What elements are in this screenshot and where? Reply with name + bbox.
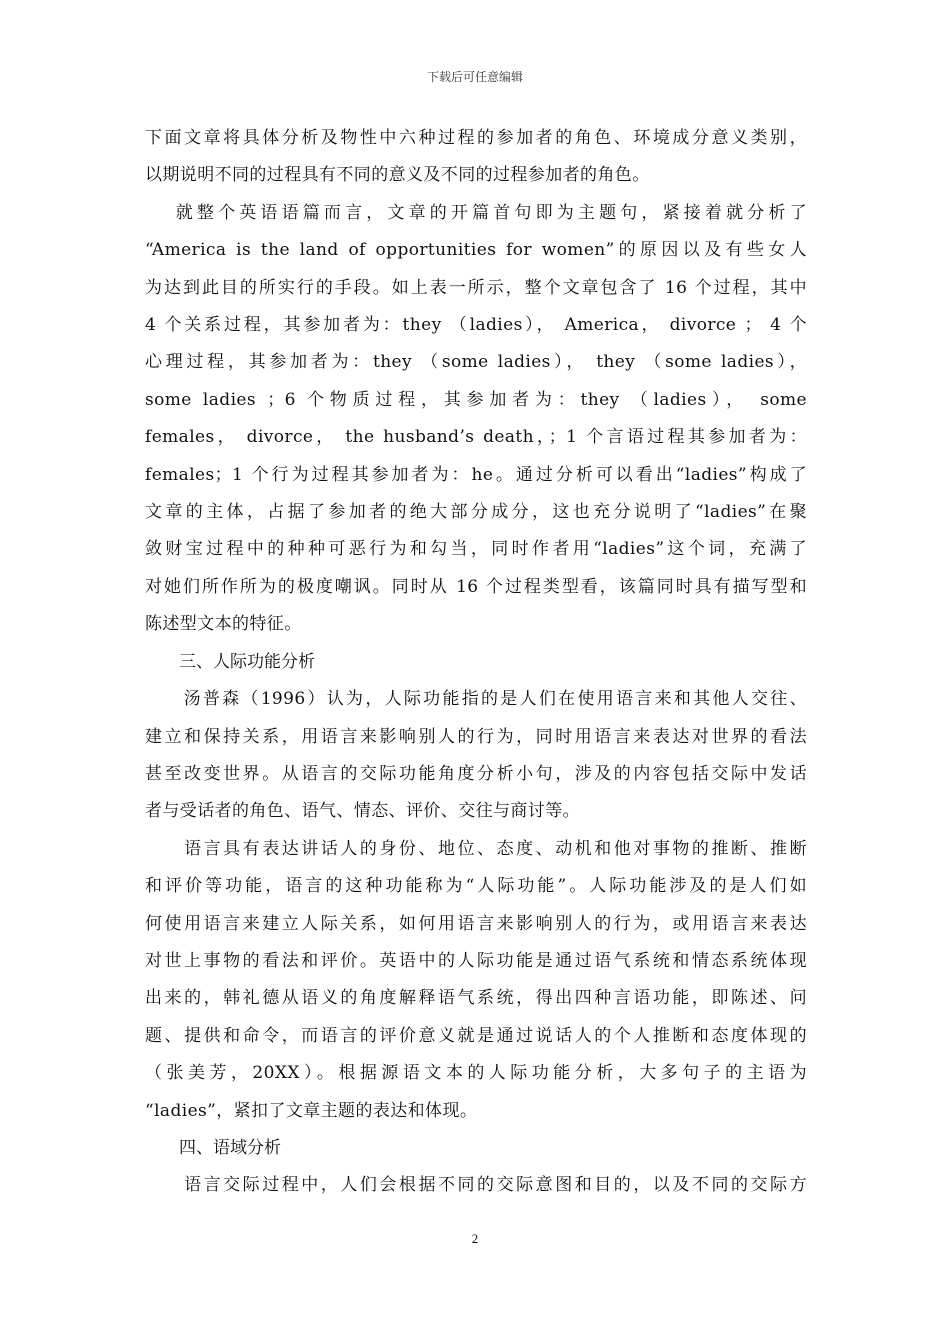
paragraph [145, 1167, 807, 1204]
text-line: 语言具有表达讲话人的身份、地位、态度、动机和他对事物的推断、推断 [145, 838, 807, 859]
text-line: （张美芳，20XX）。根据源语文本的人际功能分析，大多句子的主语为 [145, 1063, 807, 1084]
text-line: 对她们所作所为的极度嘲讽。同时从 16 个过程类型看，该篇同时具有描写型和 [145, 576, 807, 597]
paragraph [145, 681, 807, 831]
text-line: 甚至改变世界。从语言的交际功能角度分析小句，涉及的内容包括交际中发话 [145, 763, 807, 784]
document-body [145, 120, 807, 1205]
paragraph [145, 120, 807, 195]
text-line: 出来的，韩礼德从语义的角度解释语气系统，得出四种言语功能，即陈述、问 [145, 988, 807, 1009]
paragraph [145, 195, 807, 644]
text-line: 汤普森（1996）认为，人际功能指的是人们在使用语言来和其他人交往、 [145, 689, 807, 710]
text-line: 4 个关系过程，其参加者为：they （ladies）， America， divorce ； 4 个 [145, 315, 807, 336]
text-line: 陈述型文本的特征。 [145, 614, 302, 635]
page-number: 2 [471, 1231, 479, 1246]
text-line: “ladies”，紧扣了文章主题的表达和体现。 [145, 1100, 478, 1121]
text-line: 题、提供和命令，而语言的评价意义就是通过说话人的个人推断和态度体现的 [145, 1025, 807, 1046]
paragraph [145, 831, 807, 1130]
text-line: some ladies ；6 个物质过程，其参加者为：they （ladies）， some [145, 389, 807, 410]
text-line: 语言交际过程中，人们会根据不同的交际意图和目的，以及不同的交际方 [145, 1175, 807, 1196]
text-line: 下面文章将具体分析及物性中六种过程的参加者的角色、环境成分意义类别， [145, 128, 807, 148]
text-line: females， divorce， the husband’s death，；1 个言语过程其参加者为： [145, 427, 807, 448]
section-heading: 三、人际功能分析 [179, 651, 315, 672]
text-line: 者与受话者的角色、语气、情态、评价、交往与商讨等。 [145, 801, 580, 822]
text-line: 对世上事物的看法和评价。英语中的人际功能是通过语气系统和情态系统体现 [145, 950, 807, 971]
text-line: females；1 个行为过程其参加者为：he。通过分析可以看出“ladies”构成了 [145, 464, 807, 485]
section-heading: 四、语域分析 [179, 1137, 281, 1158]
text-line: 何使用语言来建立人际关系，如何用语言来影响别人的行为，或用语言来表达 [145, 913, 807, 934]
text-line: 心理过程，其参加者为：they （some ladies）， they （some ladies）， [145, 352, 807, 373]
text-line: 敛财宝过程中的种种可恶行为和勾当，同时作者用“ladies”这个词，充满了 [145, 539, 807, 560]
text-line: 文章的主体，占据了参加者的绝大部分成分，这也充分说明了“ladies”在聚 [145, 502, 807, 523]
text-line: 就整个英语语篇而言，文章的开篇首句即为主题句，紧接着就分析了 [145, 202, 807, 223]
page-header: 下载后可任意编辑 [426, 70, 523, 84]
text-line: 和评价等功能，语言的这种功能称为“人际功能”。人际功能涉及的是人们如 [145, 876, 807, 897]
text-line: “America is the land of opportunities for women”的原因以及有些女人 [145, 240, 807, 261]
text-line: 建立和保持关系，用语言来影响别人的行为，同时用语言来表达对世界的看法 [145, 726, 807, 747]
text-line: 以期说明不同的过程具有不同的意义及不同的过程参加者的角色。 [145, 165, 650, 186]
text-line: 为达到此目的所实行的手段。如上表一所示，整个文章包含了 16 个过程，其中 [145, 277, 807, 298]
